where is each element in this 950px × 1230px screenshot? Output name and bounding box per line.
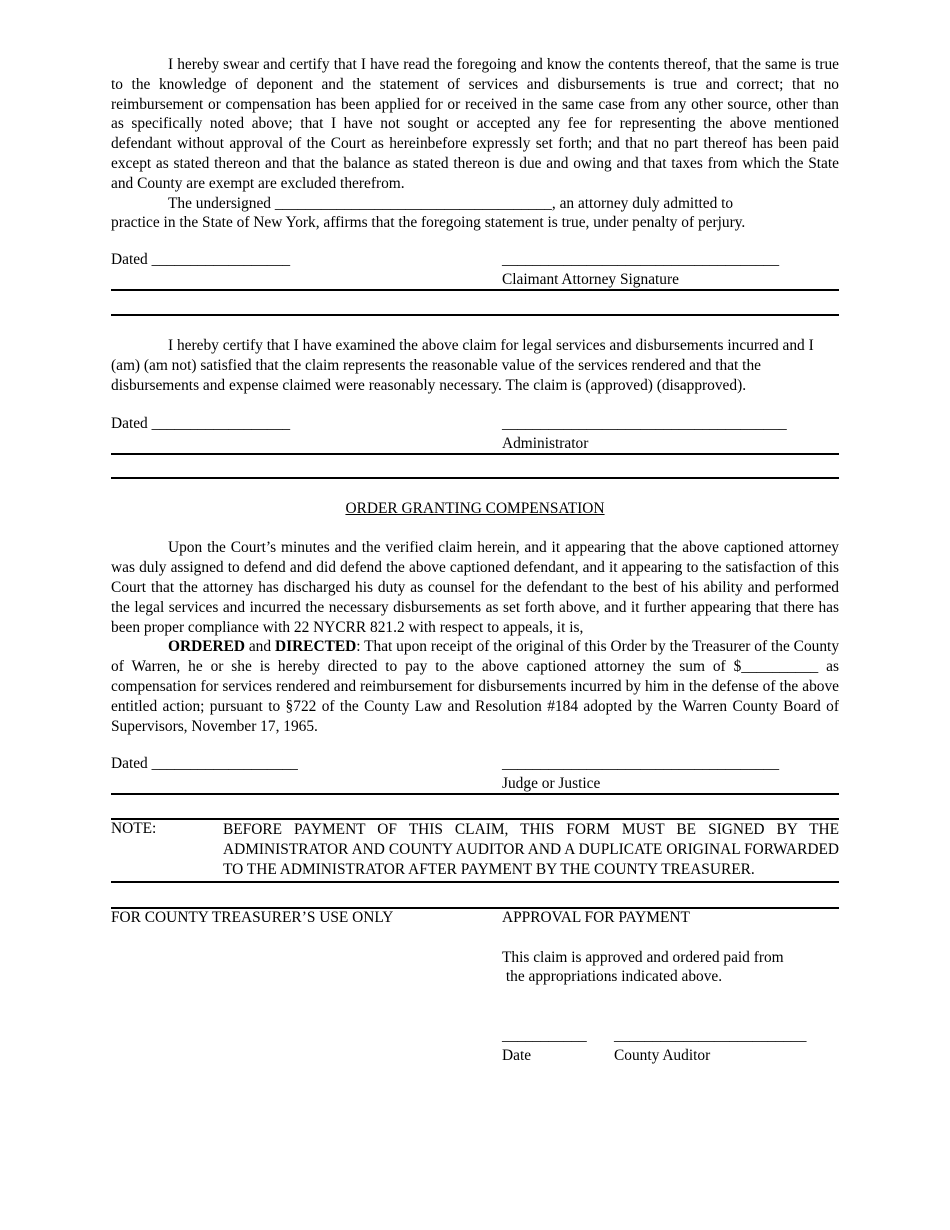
administrator-signature-line[interactable]: _____________________________________ [502,414,787,432]
affidavit-paragraph: I hereby swear and certify that I have read the foregoing and know the contents thereof, that the same is true to the knowledge of deponent and the statement of services and disbursements is true and correct; that no reimbursement or compensation has been applied for or received in the same case from any other source, other than as specifically noted above; that I have not sought or accepted any fee for representing the above mentioned defendant without approval of the Court as hereinbefore expressly set forth; and that no part thereof has been paid except as stated thereon and that the balance as stated thereon is due and owing and that taxes from which the State and County are exempt are excluded therefrom. [111,56,839,192]
judge-signature-line[interactable]: ____________________________________ [502,755,780,773]
directed-word: DIRECTED [274,638,357,656]
attorney-signature-caption: Claimant Attorney Signature [502,271,679,289]
approval-date-line[interactable]: ___________ [502,1027,587,1045]
approval-date-label: Date [502,1047,532,1065]
perjury-line: practice in the State of New York, affirms that the foregoing statement is true, under penalty of perjury. [111,214,746,232]
administrator-dated-field[interactable]: Dated __________________ [111,414,291,432]
ordered-text: : That upon receipt of the original of this Order by the Treasurer of the County of Warren, he or she is hereby directed to pay to the above captioned attorney the sum of $__________ as compensation for services rendered and reimbursement for disbursements incurred by him in the defense of the above entitled action; pursuant to §722 of the County Law and Resolution #184 adopted by the Warren County Board of Supervisors, November 17, 1965. [111,638,840,735]
county-auditor-signature-line[interactable]: _________________________ [614,1027,807,1045]
administrator-signature-row [111,415,839,435]
attorney-dated-field[interactable]: Dated __________________ [111,251,291,269]
judge-caption-row [111,775,839,795]
administrator-paragraph: I hereby certify that I have examined the above claim for legal services and disbursements incurred and I (am) (am not) satisfied that the claim represents the reasonable value of the services rendered and that the disbursements and expense claimed were reasonably necessary. The claim is (approved) (disapproved). [111,337,814,394]
treasurer-approval-section [111,909,839,1079]
legal-form [111,55,839,1079]
divider [111,881,839,883]
judge-dated-field[interactable]: Dated ___________________ [111,755,298,773]
attorney-signature-caption-row [111,271,839,291]
order-title: ORDER GRANTING COMPENSATION [345,499,605,517]
approval-text-line1: This claim is approved and ordered paid from [502,949,784,967]
ordered-paragraph [111,637,839,736]
attorney-signature-line[interactable]: ____________________________________ [502,251,780,269]
administrator-caption-row [111,435,839,455]
payment-note [111,820,839,880]
undersigned-line: The undersigned ____________________________________, an attorney duly admitted to [168,194,734,212]
approval-title: APPROVAL FOR PAYMENT [502,909,690,927]
note-label: NOTE: [111,820,157,838]
judge-caption: Judge or Justice [502,775,601,793]
administrator-caption: Administrator [502,434,589,452]
and-word: and [244,638,275,656]
note-text: BEFORE PAYMENT OF THIS CLAIM, THIS FORM MUST BE SIGNED BY THE ADMINISTRATOR AND COUNTY AUDITOR AND A DUPLICATE ORIGINAL FORWARDED TO THE ADMINISTRATOR AFTER PAYMENT BY THE COUNTY TREASURER. [223,821,839,879]
judge-signature-row [111,755,839,775]
treasurer-use-label: FOR COUNTY TREASURER’S USE ONLY [111,909,394,927]
county-auditor-label: County Auditor [614,1047,711,1065]
order-paragraph: Upon the Court’s minutes and the verified claim herein, and it appearing that the above captioned attorney was duly assigned to defend and did defend the above captioned defendant, and it appearing to the satisfaction of this Court that the attorney has discharged his duty as counsel for the defendant to the best of his ability and performed the legal services and incurred the necessary disbursements as set forth above, and it further appearing that there has been proper compliance with 22 NYCRR 821.2 with respect to appeals, it is, [111,539,839,636]
ordered-word: ORDERED [168,638,245,656]
attorney-signature-row [111,251,839,271]
approval-text-line2: the appropriations indicated above. [502,968,723,986]
